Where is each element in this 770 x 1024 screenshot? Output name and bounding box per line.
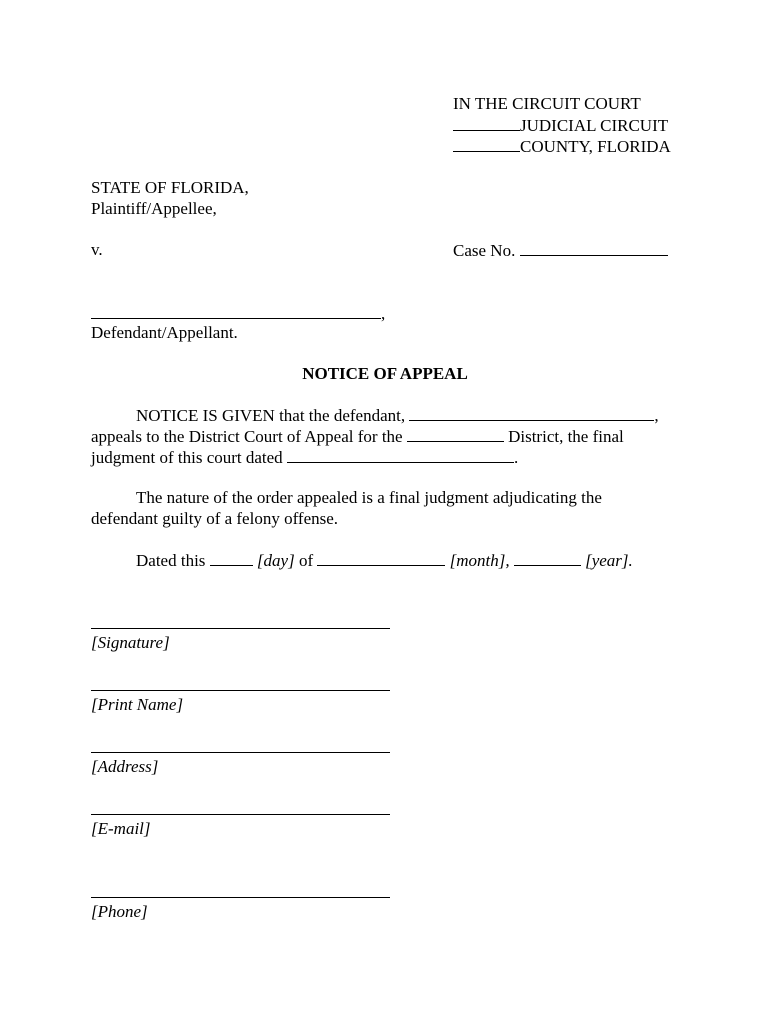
phone-label: [Phone] [91, 902, 148, 921]
defendant-role: Defendant/Appellant. [91, 323, 238, 342]
para1-period: . [513, 448, 519, 467]
email-label: [E-mail] [91, 819, 151, 838]
para1-line1 [136, 405, 659, 426]
case-number-line [453, 240, 668, 261]
para2-line1: The nature of the order appealed is a final judgment adjudicating the [136, 488, 602, 507]
print-name-label: [Print Name] [91, 695, 184, 714]
print-name-line[interactable] [91, 690, 390, 691]
case-number-blank[interactable] [520, 240, 668, 256]
year-blank[interactable] [514, 550, 581, 566]
day-label: [day] [256, 551, 295, 570]
defendant-comma: , [381, 304, 386, 323]
dated-line [136, 550, 633, 571]
month-blank[interactable] [317, 550, 445, 566]
versus: v. [91, 240, 103, 259]
case-number-label: Case No. [453, 241, 516, 260]
signature-line[interactable] [91, 628, 390, 629]
defendant-blank[interactable] [409, 405, 654, 421]
of-text: of [298, 551, 314, 570]
para2-line2: defendant guilty of a felony offense. [91, 509, 339, 528]
judgment-date-blank[interactable] [287, 447, 514, 463]
para1-comma: , [654, 406, 659, 425]
judicial-circuit-line [453, 115, 668, 136]
defendant-name-line [91, 303, 385, 324]
judicial-circuit-label: JUDICIAL CIRCUIT [520, 116, 669, 135]
month-label: [month], [449, 551, 510, 570]
para1-line2 [91, 426, 624, 447]
phone-line[interactable] [91, 897, 390, 898]
plaintiff-role: Plaintiff/Appellee, [91, 199, 217, 218]
district-blank[interactable] [407, 426, 504, 442]
year-label: [year]. [585, 551, 633, 570]
document-title: NOTICE OF APPEAL [302, 364, 468, 383]
notice-text: NOTICE IS GIVEN that the defendant, [136, 406, 406, 425]
district-text: District, the final [508, 427, 624, 446]
plaintiff-name: STATE OF FLORIDA, [91, 178, 249, 197]
day-blank[interactable] [210, 550, 253, 566]
court-name: IN THE CIRCUIT COURT [453, 94, 641, 113]
circuit-blank[interactable] [453, 115, 520, 131]
dated-prefix: Dated this [136, 551, 206, 570]
address-line[interactable] [91, 752, 390, 753]
county-label: COUNTY, FLORIDA [520, 137, 671, 156]
email-line[interactable] [91, 814, 390, 815]
county-blank[interactable] [453, 136, 520, 152]
para1-line3 [91, 447, 518, 468]
judgment-text: judgment of this court dated [91, 448, 283, 467]
address-label: [Address] [91, 757, 159, 776]
county-line [453, 136, 671, 157]
appeals-text: appeals to the District Court of Appeal for the [91, 427, 403, 446]
signature-label: [Signature] [91, 633, 170, 652]
defendant-name-blank[interactable] [91, 303, 381, 319]
